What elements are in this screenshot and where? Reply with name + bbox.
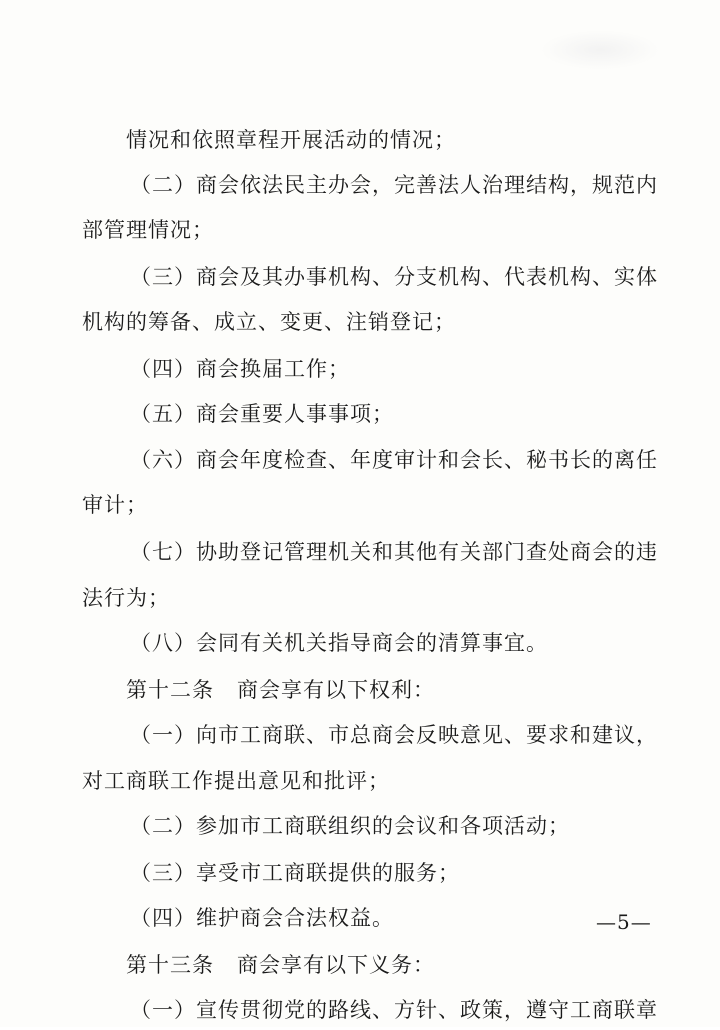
text-line: （六）商会年度检查、年度审计和会长、秘书长的离任 [130,448,658,472]
text-line: （七）协助登记管理机关和其他有关部门查处商会的违 [130,540,658,564]
text-line: （一）宣传贯彻党的路线、方针、政策，遵守工商联章 [130,998,658,1022]
text-line: （二）商会依法民主办会，完善法人治理结构，规范内 [130,173,658,197]
text-line: （四）商会换届工作； [130,357,350,381]
text-line: （三）商会及其办事机构、分支机构、代表机构、实体 [130,265,658,289]
text-line: （三）享受市工商联提供的服务； [130,861,460,885]
text-line: （二）参加市工商联组织的会议和各项活动； [130,814,570,838]
scan-smudge [540,30,660,70]
text-line: （五）商会重要人事事项； [130,402,394,426]
article-heading: 第十二条 商会享有以下权利： [126,678,436,702]
text-line: 审计； [82,493,148,517]
text-line: 机构的筹备、成立、变更、注销登记； [82,310,456,334]
text-line: 情况和依照章程开展活动的情况； [126,128,456,152]
text-line: （八）会同有关机关指导商会的清算事宜。 [130,631,548,655]
text-line: （四）维护商会合法权益。 [130,906,394,930]
text-line: （一）向市工商联、市总商会反映意见、要求和建议， [130,723,658,747]
text-line: 部管理情况； [82,218,214,242]
text-line: 对工商联工作提出意见和批评； [82,769,390,793]
article-heading: 第十三条 商会享有以下义务： [126,953,436,977]
page-number: —5— [596,910,652,934]
text-line: 法行为； [82,586,170,610]
